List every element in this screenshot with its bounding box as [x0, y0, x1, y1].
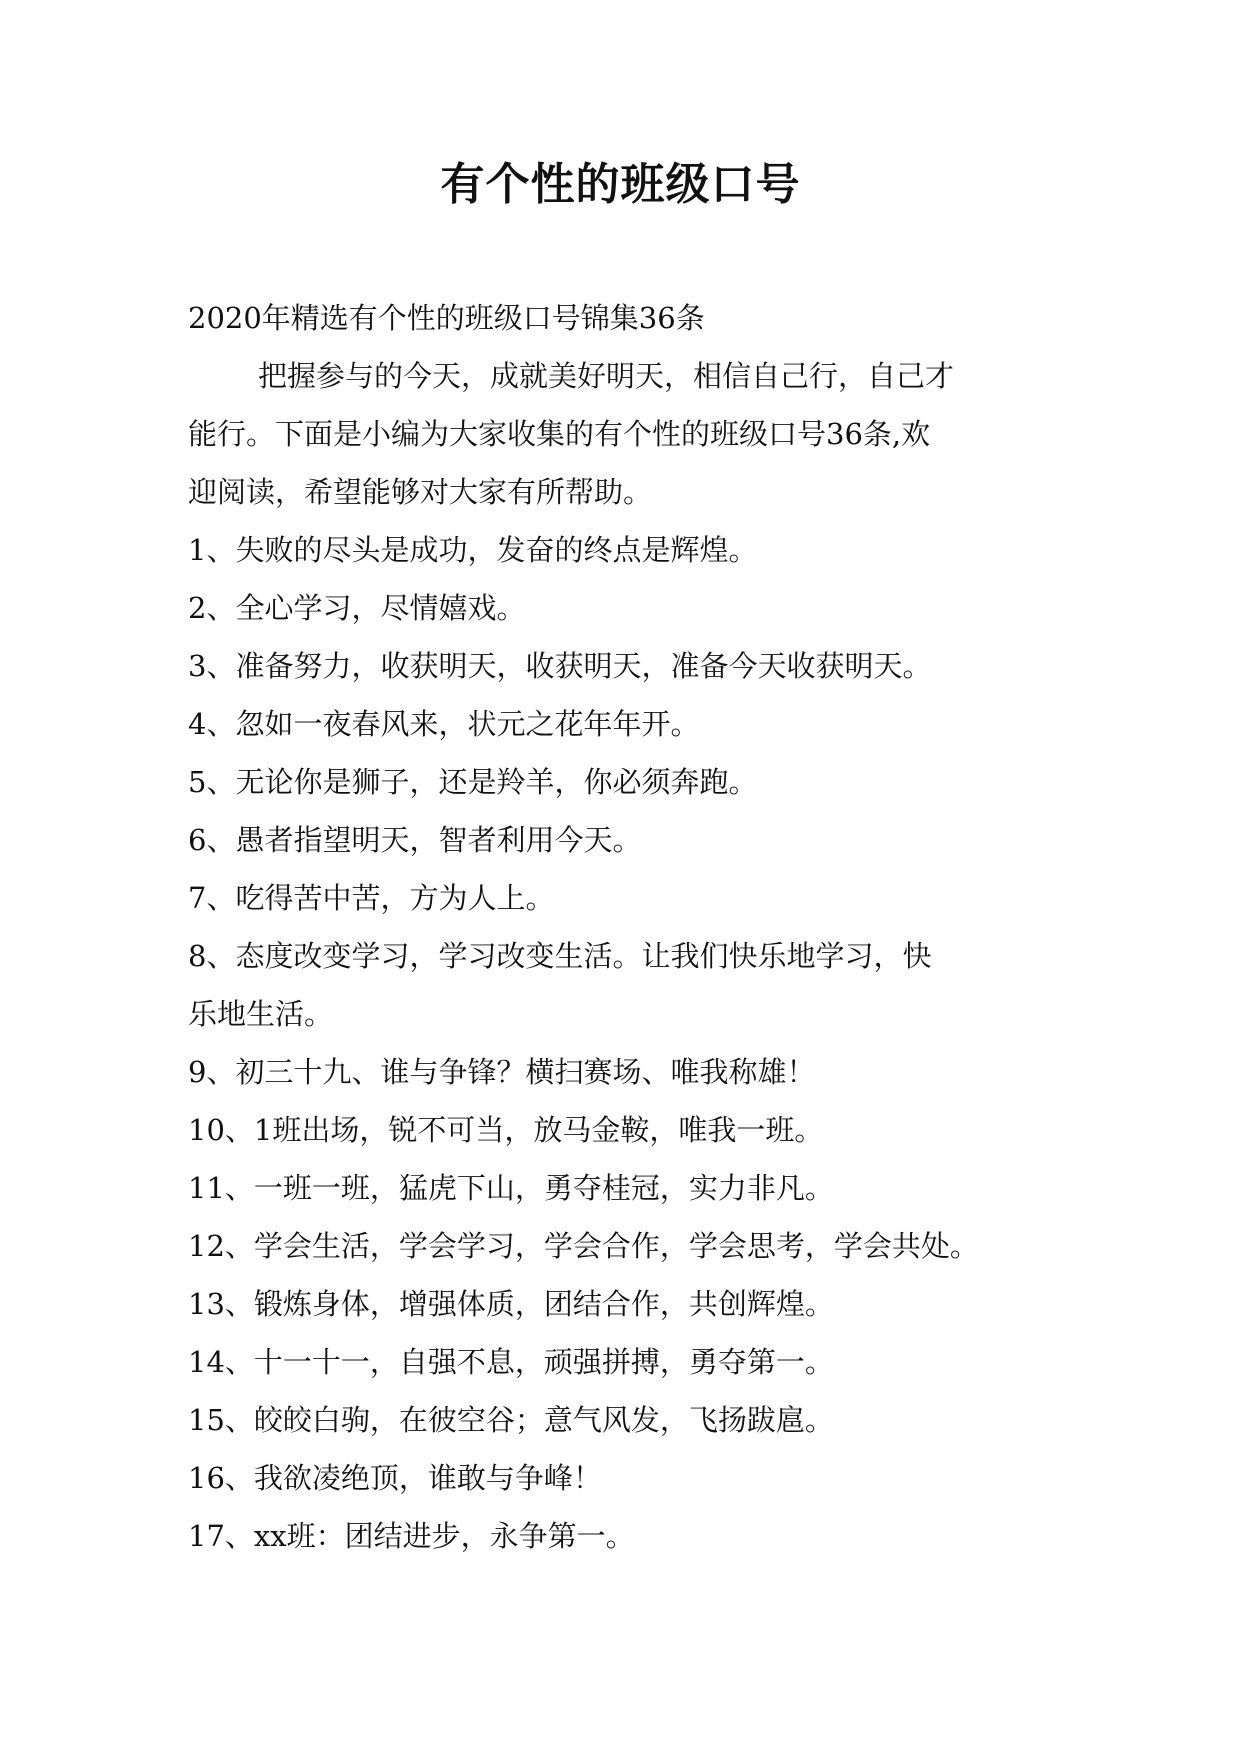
- slogan-item: 6、愚者指望明天，智者利用今天。: [188, 823, 642, 857]
- slogan-item: 11、一班一班，猛虎下山，勇夺桂冠，实力非凡。: [188, 1171, 834, 1205]
- slogan-item: 16、我欲凌绝顶，谁敢与争峰！: [188, 1461, 602, 1495]
- slogan-item: 7、吃得苦中苦，方为人上。: [188, 881, 555, 915]
- slogan-item: 10、1班出场，锐不可当，放马金鞍，唯我一班。: [188, 1113, 824, 1147]
- slogan-item: 1、失败的尽头是成功，发奋的终点是辉煌。: [188, 533, 758, 567]
- document-title: 有个性的班级口号: [440, 159, 801, 210]
- slogan-item: 8、态度改变学习，学习改变生活。让我们快乐地学习，快: [188, 939, 932, 973]
- slogan-item: 3、准备努力，收获明天，收获明天，准备今天收获明天。: [188, 649, 932, 683]
- slogan-item: 17、xx班：团结进步，永争第一。: [188, 1519, 635, 1553]
- slogan-item: 15、皎皎白驹，在彼空谷；意气风发，飞扬跋扈。: [188, 1403, 834, 1437]
- document-subtitle: 2020年精选有个性的班级口号锦集36条: [188, 301, 705, 335]
- slogan-item: 5、无论你是狮子，还是羚羊，你必须奔跑。: [188, 765, 758, 799]
- slogan-item: 4、忽如一夜春风来，状元之花年年开。: [188, 707, 700, 741]
- slogan-item: 14、十一十一，自强不息，顽强拼搏，勇夺第一。: [188, 1345, 834, 1379]
- slogan-item: 2、全心学习，尽情嬉戏。: [188, 591, 526, 625]
- intro-line: 能行。下面是小编为大家收集的有个性的班级口号36条,欢: [188, 417, 931, 451]
- intro-line: 把握参与的今天，成就美好明天，相信自己行，自己才: [258, 359, 955, 393]
- document-body: [188, 289, 1053, 1565]
- slogan-item-continued: 乐地生活。: [188, 997, 334, 1031]
- slogan-item: 9、初三十九、谁与争锋？横扫赛场、唯我称雄！: [188, 1055, 816, 1089]
- intro-line: 迎阅读，希望能够对大家有所帮助。: [188, 475, 653, 509]
- slogan-item: 12、学会生活，学会学习，学会合作，学会思考，学会共处。: [188, 1229, 979, 1263]
- slogan-item: 13、锻炼身体，增强体质，团结合作，共创辉煌。: [188, 1287, 834, 1321]
